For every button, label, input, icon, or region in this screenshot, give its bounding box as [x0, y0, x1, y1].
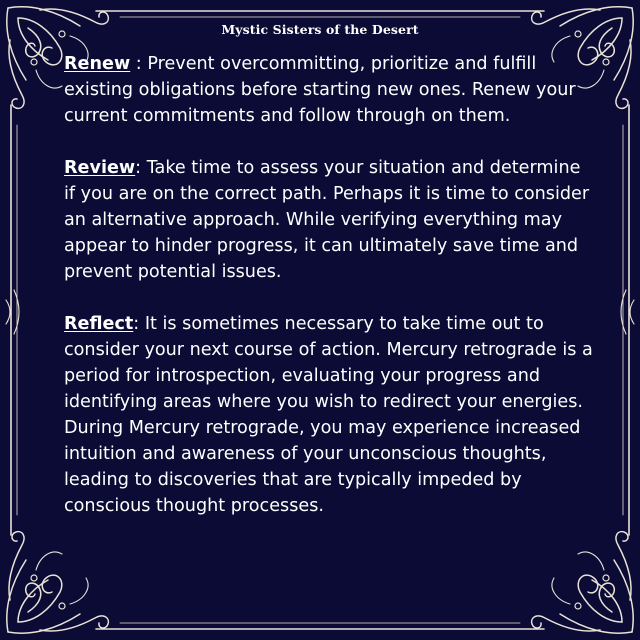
separator: : [133, 314, 145, 334]
separator: : [135, 158, 147, 178]
keyword-reflect: Reflect [64, 314, 134, 334]
separator: : [130, 54, 148, 74]
section-text: Take time to assess your situation and determine if you are on the correct path. Perhaps it is time to consider an alternative approach. While verifying everything may appear to hinder progress, it can ultimately save time and prevent potential issues. [64, 158, 590, 282]
keyword-review: Review [64, 158, 136, 178]
body-text [64, 51, 596, 519]
page-title: Mystic Sisters of the Desert [221, 22, 419, 37]
section-review [64, 155, 596, 285]
section-text: It is sometimes necessary to take time out to consider your next course of action. Mercury retrograde is a period for introspection, evaluating your progress and identifying areas where you wish to redirect your energies. During Mercury retrograde, you may experience increased intuition and awareness of your unconscious thoughts, leading to discoveries that are typically impeded by conscious thought processes. [64, 314, 593, 516]
section-renew [64, 51, 596, 129]
keyword-renew: Renew [64, 54, 131, 74]
section-reflect [64, 311, 596, 519]
section-text: Prevent overcommitting, prioritize and fulfill existing obligations before starting new ones. Renew your current commitments and follow through on them. [64, 54, 576, 126]
